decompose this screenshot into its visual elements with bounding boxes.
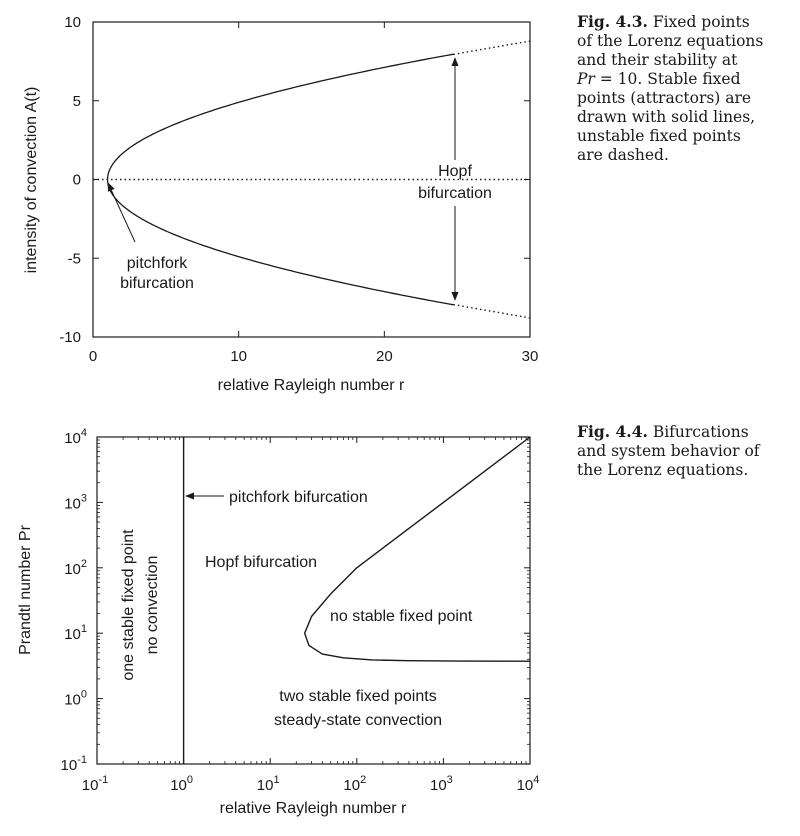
fig43-caption-line: points (attractors) are (577, 89, 752, 107)
fig44-x-tick-label: $10^0$ (170, 774, 194, 794)
fig43-caption-pr-symbol: Pr (577, 70, 595, 88)
fig43-y-tick-label: -10 (59, 329, 81, 346)
fig43-x-tick-label: 30 (521, 348, 539, 365)
fig44-x-tick-label: $10^2$ (343, 774, 367, 794)
fig43-caption-pr-value: = 10. Stable fixed (594, 70, 741, 88)
fig44-x-tick-label: $10^{-1}$ (81, 774, 109, 794)
fig44-hopf-curve (305, 437, 530, 661)
fig43-chart (23, 14, 538, 394)
fig44-y-axis-label: Prandtl number Pr (17, 525, 34, 655)
fig43-x-tick-label: 10 (230, 348, 248, 365)
fig43-y-axis-label: intensity of convection A(t) (23, 86, 40, 274)
fig43-caption-line: are dashed. (577, 146, 669, 164)
fig43-caption-line: drawn with solid lines, (577, 108, 756, 126)
fig43-y-tick-label: 5 (72, 92, 81, 110)
fig43-y-tick-label: 10 (64, 14, 81, 31)
fig44-x-tick-label: $10^3$ (429, 774, 453, 794)
fig43-x-axis-label: relative Rayleigh number r (217, 377, 405, 394)
fig43-caption-line (577, 70, 797, 89)
fig44-region-left-line2: no convection (144, 555, 161, 655)
fig43-unstable-branch-3 (453, 305, 530, 318)
fig44-region-bottom-line2: steady-state convection (273, 712, 443, 729)
fig44-y-tick-label: $10^{-1}$ (60, 754, 87, 774)
fig43-annot-hopf-line2: bifurcation (418, 185, 492, 202)
fig44-caption-label: Fig. 4.4. (577, 422, 648, 441)
fig43-caption-text: Fixed points (652, 13, 750, 31)
fig44-pitchfork-label: pitchfork bifurcation (229, 489, 368, 506)
fig44-y-tick-label: $10^1$ (64, 623, 87, 644)
fig44-y-tick-label: $10^3$ (64, 492, 87, 513)
fig43-stable-branch-0 (108, 54, 454, 179)
fig44-no-stable-label: no stable fixed point (330, 608, 473, 625)
fig44-caption-line: the Lorenz equations. (577, 461, 749, 479)
fig43-caption-line: of the Lorenz equations (577, 32, 764, 50)
fig43-y-tick-label: 0 (72, 171, 81, 189)
fig44-caption-line (577, 422, 797, 442)
fig43-caption-line: and their stability at (577, 51, 738, 69)
fig44-region-bottom-line1: two stable fixed points (279, 688, 437, 705)
fig44-chart (17, 427, 539, 817)
fig43-caption-line: unstable fixed points (577, 127, 741, 145)
fig43-caption-label: Fig. 4.3. (577, 12, 648, 31)
fig44-y-tick-label: $10^2$ (64, 557, 87, 578)
fig43-unstable-branch-2 (453, 41, 530, 54)
fig44-x-tick-label: $10^4$ (516, 774, 540, 794)
fig43-caption-line (577, 12, 797, 32)
fig44-caption-line: and system behavior of (577, 442, 760, 460)
fig44-caption (577, 422, 797, 480)
fig43-x-tick-label: 0 (88, 348, 98, 365)
fig44-y-tick-label: $10^4$ (64, 427, 87, 447)
fig44-y-tick-label: $10^0$ (64, 688, 87, 709)
fig43-annot-pitchfork-line2: bifurcation (120, 275, 194, 292)
fig44-hopf-label: Hopf bifurcation (205, 554, 318, 571)
fig43-annot-hopf-line1: Hopf (438, 163, 472, 180)
fig43-x-tick-label: 20 (375, 348, 393, 365)
fig44-x-tick-label: $10^1$ (256, 774, 280, 794)
fig44-caption-text: Bifurcations (652, 423, 749, 441)
fig43-caption (577, 12, 797, 165)
fig44-x-axis-label: relative Rayleigh number r (219, 800, 407, 817)
fig43-annot-pitchfork-line1: pitchfork (126, 255, 188, 272)
fig43-y-tick-label: -5 (67, 250, 81, 268)
fig44-region-left-line1: one stable fixed point (120, 529, 137, 681)
